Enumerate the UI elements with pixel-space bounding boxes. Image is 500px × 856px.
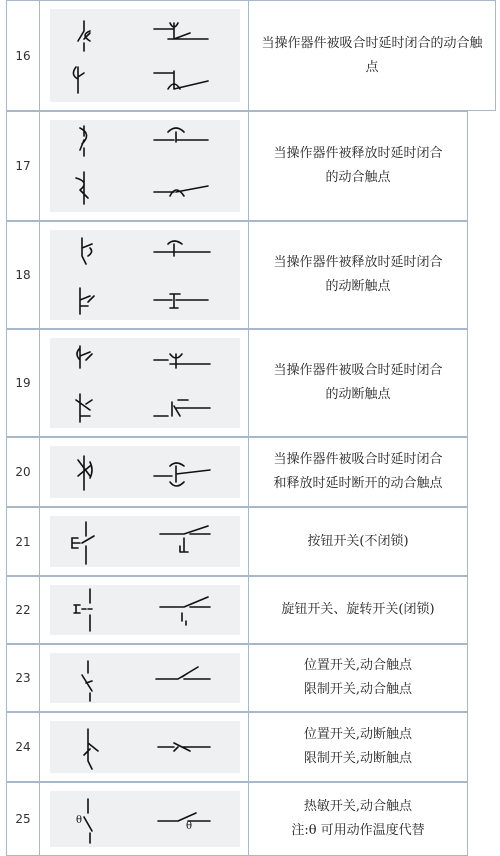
table-row [6, 437, 468, 507]
symbol-cell [40, 0, 248, 111]
symbol-cell [40, 437, 248, 507]
delay-break-contact-on-release-icon [50, 230, 240, 322]
rotary-switch-icon [50, 585, 240, 637]
description-cell [248, 576, 468, 644]
description-cell [248, 0, 496, 111]
description-line: 的动断触点 [325, 279, 391, 294]
row-number: 20 [6, 437, 40, 507]
description-line: 的动合触点 [325, 170, 391, 185]
delay-make-contact-on-release-icon [50, 120, 240, 214]
description-cell [248, 782, 468, 856]
symbol-cell [40, 576, 248, 644]
description-cell [248, 644, 468, 712]
table-row [6, 329, 468, 437]
description-line: 限制开关,动断触点 [303, 751, 413, 766]
table-row [6, 507, 468, 576]
description-cell [248, 111, 468, 221]
row-number: 19 [6, 329, 40, 437]
symbol-cell [40, 221, 248, 329]
delay-make-contact-on-operate-icon [50, 9, 240, 104]
description-line: 按钮开关(不闭锁) [307, 533, 409, 549]
table-row [6, 0, 496, 111]
description-line: 当操作器件被释放时延时闭合 [273, 255, 443, 270]
table-row [6, 111, 468, 221]
description-line: 的动断触点 [325, 387, 391, 402]
table-row [6, 712, 468, 782]
row-number: 21 [6, 507, 40, 576]
row-number: 17 [6, 111, 40, 221]
row-number: 18 [6, 221, 40, 329]
row-number: 22 [6, 576, 40, 644]
table-row [6, 782, 468, 856]
table-row [6, 576, 468, 644]
description-line: 注:θ 可用动作温度代替 [291, 823, 425, 838]
theta-symbol: θ [186, 821, 193, 832]
delay-break-contact-on-operate-icon [50, 338, 240, 430]
row-number: 25 [6, 782, 40, 856]
description-line: 位置开关,动断触点 [303, 727, 413, 742]
position-switch-break-icon [50, 721, 240, 775]
symbol-cell [40, 329, 248, 437]
description-line: 当操作器件被释放时延时闭合 [273, 146, 443, 161]
description-line: 当操作器件被吸合时延时闭合 [273, 452, 443, 467]
description-cell [248, 712, 468, 782]
description-line: 当操作器件被吸合时延时闭合的动合触 [261, 35, 483, 51]
table-row [6, 221, 468, 329]
theta-symbol: θ [76, 815, 83, 826]
description-line: 位置开关,动合触点 [303, 658, 413, 673]
description-line: 热敏开关,动合触点 [303, 799, 413, 814]
description-line: 当操作器件被吸合时延时闭合 [273, 363, 443, 378]
symbol-cell [40, 712, 248, 782]
symbol-cell [40, 644, 248, 712]
row-number: 24 [6, 712, 40, 782]
symbol-cell [40, 782, 248, 856]
delay-make-both-contact-icon [50, 446, 240, 500]
row-number: 16 [6, 0, 40, 111]
description-cell [248, 329, 468, 437]
description-cell [248, 507, 468, 576]
description-line: 旋钮开关、旋转开关(闭锁) [281, 602, 435, 617]
description-line: 限制开关,动合触点 [303, 682, 413, 697]
description-line: 点 [365, 59, 379, 75]
description-line: 和释放时延时断开的动合触点 [273, 476, 443, 491]
symbol-cell [40, 111, 248, 221]
description-cell [248, 221, 468, 329]
position-switch-make-icon [50, 653, 240, 705]
thermal-switch-make-icon [50, 791, 240, 849]
description-cell [248, 437, 468, 507]
push-button-switch-icon [50, 516, 240, 569]
table-row [6, 644, 468, 712]
symbol-cell [40, 507, 248, 576]
row-number: 23 [6, 644, 40, 712]
